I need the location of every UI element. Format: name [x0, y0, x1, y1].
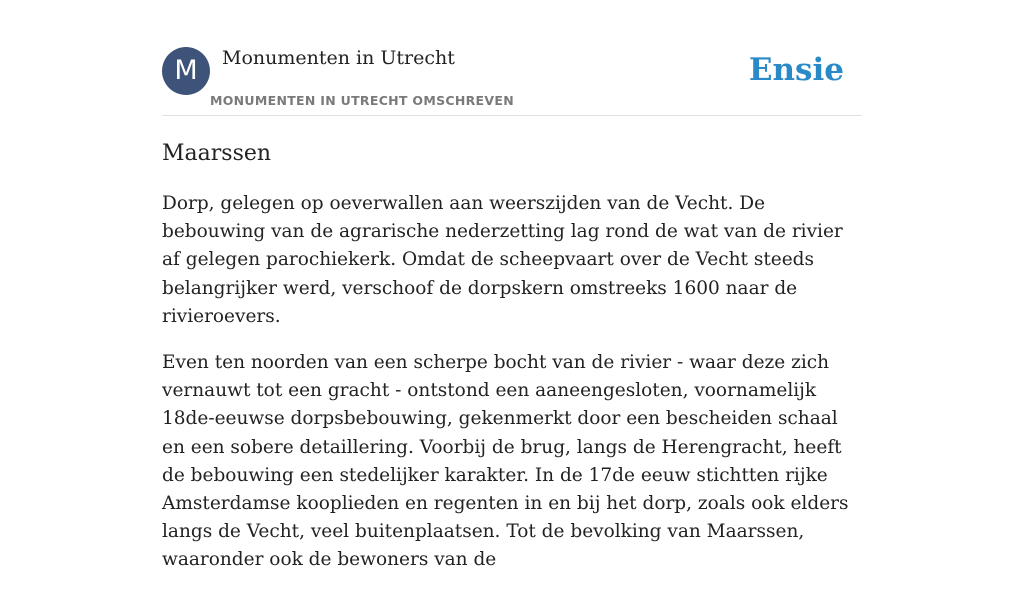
- header: [162, 46, 862, 116]
- entry-paragraph-2: Even ten noorden van een scherpe bocht van de rivier - waar deze zich vernauwt tot een gracht - ontstond een aaneengesloten, voornamelijk 18de-eeuwse dorpsbebouwing, gekenmerkt door een bescheiden schaal en een sobere detaillering. Voorbij de brug, langs de Herengracht, heeft de bebouwing een stedelijker karakter. In de 17de eeuw stichtten rijke Amsterdamse kooplieden en regenten in en bij het dorp, zoals ook elders langs de Vecht, veel buitenplaatsen. Tot de bevolking van Maarssen, waaronder ook de bewoners van de: [162, 352, 849, 571]
- source-subtitle: MONUMENTEN IN UTRECHT OMSCHREVEN: [210, 93, 514, 108]
- entry-content: [162, 138, 862, 593]
- entry-paragraph-1: Dorp, gelegen op oeverwallen aan weerszijden van de Vecht. De bebouwing van de agrarische nederzetting lag rond de wat van de rivier af gelegen parochiekerk. Omdat de scheepvaart over de Vecht steeds belangrijker werd, verschoof de dorpskern omstreeks 1600 naar de rivieroevers.: [162, 193, 843, 327]
- ensie-logo[interactable]: Ensie: [748, 52, 844, 88]
- entry-title: Maarssen: [162, 141, 272, 166]
- source-title-link[interactable]: Monumenten in Utrecht: [222, 47, 455, 69]
- avatar[interactable]: M: [162, 47, 210, 95]
